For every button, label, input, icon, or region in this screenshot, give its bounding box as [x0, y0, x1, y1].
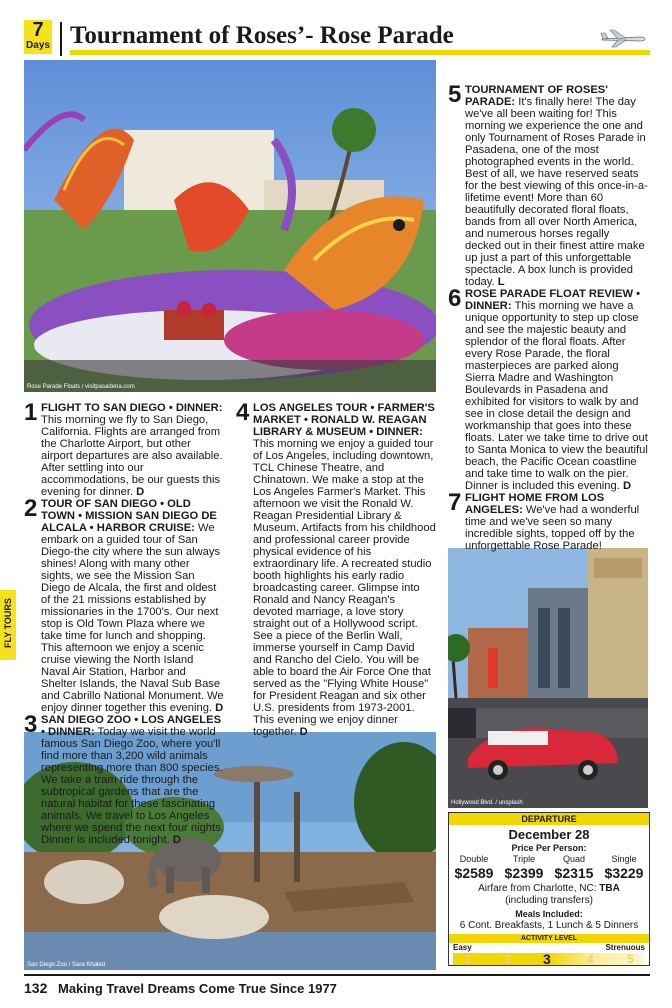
itinerary-day: [24, 399, 224, 498]
airplane-icon: [600, 28, 646, 48]
price-label: Price Per Person:: [511, 843, 587, 853]
hollywood-image: [448, 548, 648, 808]
airfare-note: (including transfers): [505, 895, 593, 906]
day-heading: FLIGHT HOME FROM LOS ANGELES:: [465, 492, 605, 516]
days-number: 7: [32, 19, 44, 41]
itinerary-day: [448, 81, 648, 288]
day-body: Today we visit the world famous San Diego Zoo, where you'll find more than 3,200 wild animals representing more than 800 species. We take a tram ride through the subtropical gardens that are the natural habitat for these fascinating animals. We travel to Los Angeles where we spend the next four nights. Dinner is included tonight.: [41, 726, 224, 846]
day-body: This morning we have a unique opportunity to step up close and see the majestic beauty and splendor of the floral floats. After every Rose Parade, the floral masterpieces are parked along Sierra Madre and Washington Boulevards in Pasadena and exhibited for visitors to walk by and see in close detail the design and workmanship that goes into these floats. Later we take time to drive out to Santa Monica to view the beautiful beach, the Pacific Ocean coastline and take time to walk on the pier. Dinner is included this evening.: [465, 300, 648, 492]
photo-caption: Hollywood Blvd. / unsplash: [451, 800, 523, 806]
meal-code: D: [215, 702, 224, 714]
footer-rule: [24, 974, 650, 976]
meal-code: D: [136, 486, 145, 498]
departure-heading: DEPARTURE: [449, 813, 649, 825]
title-divider: [60, 22, 62, 56]
title-underline: [70, 50, 650, 55]
itinerary-day: [448, 285, 648, 492]
activity-level: [449, 943, 649, 965]
day-number: 6: [448, 285, 462, 312]
meals-included: 6 Cont. Breakfasts, 1 Lunch & 5 Dinners: [459, 920, 639, 931]
day-number: 3: [24, 711, 38, 738]
airfare-label: Airfare from Charlotte, NC:: [478, 883, 597, 894]
price-type-double: Double: [459, 854, 489, 864]
price-triple: $2399: [504, 865, 544, 881]
itinerary-column-right: [448, 81, 648, 552]
day-body: This morning we fly to San Diego, California. Flights are arranged from the Charlotte Airport, but other airport departures are also available. After settling into our accommodations, be our guests this evening for dinner.: [41, 414, 223, 498]
meal-code: D: [299, 726, 308, 738]
departure-box: [448, 812, 650, 966]
photo-caption: San Diego Zoo / Sara Khaled: [27, 962, 106, 968]
rose-parade-image: [24, 60, 436, 392]
price-type-triple: Triple: [512, 854, 536, 864]
activity-heading: ACTIVITY LEVEL: [449, 934, 649, 943]
footer-tagline: Making Travel Dreams Come True Since 1977: [58, 981, 337, 996]
activity-scale: [453, 953, 643, 965]
day-number: 5: [448, 81, 462, 108]
meal-code: L: [497, 276, 505, 288]
page-title: Tournament of Roses’- Rose Parade: [70, 22, 454, 49]
price-double: $2589: [454, 865, 494, 881]
meal-code: D: [622, 480, 632, 492]
day-body: This morning we enjoy a guided tour of Los Angeles, including downtown, TCL Chinese Theatre, and Chinatown. We make a stop at the Los Angeles Farmer's Market. This afternoon we visit the Ronald W. Reagan Presidential Library & Museum. Artifacts from his childhood and professional career provide physical evidence of his extraordinary life. A recreated studio booth highlights his early radio broadcasting career. Glimpse into Ronald and Nancy Reagan's devoted marriage, a love story straight out of a Hollywood script. See a piece of the Berlin Wall, immerse yourself in Camp David and Rancho del Cielo. You will be able to board the Air Force One that served as the "Flying White House" for President Reagan and six other U.S. presidents from 1973-2001. This evening we enjoy dinner together.: [253, 438, 436, 738]
meal-code: D: [172, 834, 181, 846]
price-single: $3229: [604, 865, 644, 881]
activity-easy-label: Easy: [453, 943, 472, 952]
day-number: 4: [236, 399, 250, 426]
day-heading: ROSE PARADE FLOAT REVIEW • DINNER:: [465, 288, 641, 312]
itinerary-column-middle: [236, 399, 436, 738]
day-heading: TOURNAMENT OF ROSES' PARADE:: [465, 84, 608, 108]
photo-caption: Rose Parade Floats / visitpasadena.com: [27, 384, 135, 390]
itinerary-column-left: [24, 399, 224, 846]
activity-level-2: 2: [505, 952, 512, 966]
day-heading: LOS ANGELES TOUR • FARMER'S MARKET • RONALD W. REAGAN LIBRARY & MUSEUM • DINNER:: [253, 402, 435, 438]
rose-parade-photo: [24, 60, 436, 392]
day-body: It's finally here! The day we've all been waiting for! This morning we experience the one and only Tournament of Roses Parade in Pasadena, one of the most photographed events in the world. Best of all, we have reserved seats for the best viewing of this once-in-a-lifetime event! More than 60 beautifully decorated floral floats, bands from all over North America, and numerous horses regally decked out in their finest attire make up just a part of this unforgettable spectacle. A box lunch is provided today.: [465, 96, 648, 288]
day-heading: TOUR OF SAN DIEGO • OLD TOWN • MISSION SAN DIEGO DE ALCALA • HARBOR CRUISE:: [41, 498, 217, 534]
days-label: Days: [26, 40, 50, 51]
itinerary-day: [24, 495, 224, 714]
day-heading: FLIGHT TO SAN DIEGO • DINNER:: [41, 402, 223, 414]
departure-date: December 28: [508, 827, 590, 842]
day-number: 2: [24, 495, 38, 522]
day-number: 1: [24, 399, 38, 426]
price-quad: $2315: [554, 865, 594, 881]
activity-level-5: 5: [627, 952, 634, 966]
day-body: We embark on a guided tour of San Diego-the city where the sun always shines! Along with many other sights, we see the Mission San Diego de Alcala, the first and oldest of the 21 missions established by missionaries in the 1700's. Our next stop is Old Town Plaza where we take time for lunch and shopping. This afternoon we enjoy a scenic cruise viewing the North Island Naval Air Station, Harbor and Shelter Islands, the Naval Sub Base and Cabrillo National Monument. We enjoy dinner together this evening.: [41, 522, 224, 714]
day-body: We've had a wonderful time and we've seen so many incredible sights, topped off by the unforgettable Rose Parade!: [465, 504, 640, 552]
activity-level-4: 4: [587, 952, 594, 966]
hollywood-photo: [448, 548, 648, 808]
itinerary-day: [236, 399, 436, 738]
days-badge: [24, 20, 52, 54]
itinerary-day: [24, 711, 224, 846]
side-tab: [0, 590, 16, 660]
activity-level-1: 1: [465, 952, 472, 966]
activity-level-3: 3: [543, 951, 551, 967]
meals-label: Meals Included:: [515, 909, 583, 919]
page-number: 132: [24, 980, 48, 996]
airfare-line: [449, 883, 649, 895]
day-number: 7: [448, 489, 462, 516]
price-type-quad: Quad: [562, 854, 586, 864]
itinerary-day: [448, 489, 648, 552]
activity-strenuous-label: Strenuous: [605, 943, 645, 952]
price-types: [449, 854, 649, 865]
side-tab-label: FLY TOURS: [3, 598, 13, 648]
price-values: [449, 865, 649, 881]
airfare-value: TBA: [599, 883, 620, 894]
price-type-single: Single: [611, 854, 637, 864]
day-heading: SAN DIEGO ZOO • LOS ANGELES • DINNER:: [41, 714, 222, 738]
